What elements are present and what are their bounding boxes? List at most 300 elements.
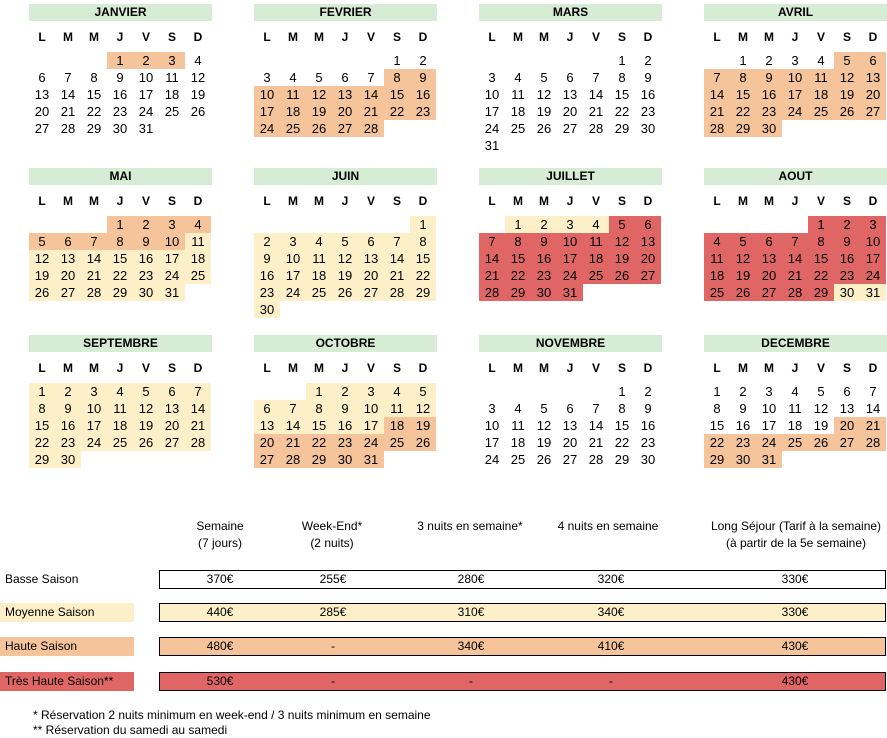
- week-row: [29, 250, 212, 267]
- day-cell: 8: [808, 233, 834, 250]
- day-cell: 26: [306, 120, 332, 137]
- day-cell: 7: [782, 233, 808, 250]
- day-cell: 9: [332, 400, 358, 417]
- day-cell: 11: [511, 418, 525, 433]
- week-row: [29, 233, 212, 250]
- month-fevrier: [254, 4, 437, 137]
- day-cell: 12: [536, 87, 552, 102]
- weekday-label: M: [539, 361, 549, 375]
- day-cell: 6: [55, 233, 81, 250]
- day-cell: 8: [713, 401, 721, 416]
- price-value: 255€: [319, 572, 347, 586]
- day-cell: 2: [765, 53, 773, 68]
- day-cell: 29: [505, 284, 531, 301]
- empty-cell: [254, 383, 280, 400]
- day-cell: 21: [60, 104, 76, 119]
- week-row: [29, 417, 212, 434]
- day-cell: 18: [280, 103, 306, 120]
- day-cell: 11: [583, 233, 609, 250]
- day-cell: 13: [34, 87, 50, 102]
- day-cell: 8: [29, 400, 55, 417]
- day-cell: 31: [860, 284, 886, 301]
- day-cell: 19: [190, 87, 206, 102]
- day-cell: 11: [704, 250, 730, 267]
- day-cell: 30: [640, 121, 656, 136]
- empty-cell: [306, 216, 332, 233]
- day-cell: 16: [112, 87, 128, 102]
- day-cell: 10: [484, 418, 500, 433]
- day-cell: 14: [588, 418, 604, 433]
- day-cell: 20: [358, 267, 384, 284]
- weekday-label: D: [868, 30, 878, 44]
- weekday-label: D: [418, 30, 428, 44]
- day-cell: 12: [834, 69, 860, 86]
- week-row: [479, 216, 662, 233]
- day-cell: 24: [159, 267, 185, 284]
- week-row: [479, 233, 662, 250]
- day-cell: 26: [536, 452, 552, 467]
- weekday-label: V: [366, 30, 375, 44]
- day-cell: 5: [540, 70, 548, 85]
- weekday-label: V: [816, 361, 825, 375]
- day-cell: 11: [165, 70, 179, 85]
- weekday-label: J: [341, 30, 349, 44]
- week-row: [254, 86, 437, 103]
- day-cell: 5: [29, 233, 55, 250]
- empty-cell: [254, 216, 280, 233]
- price-value: -: [331, 674, 335, 688]
- day-cell: 18: [384, 417, 410, 434]
- day-cell: 1: [713, 384, 721, 399]
- day-cell: 4: [289, 70, 297, 85]
- day-cell: 8: [618, 401, 626, 416]
- day-cell: 14: [588, 87, 604, 102]
- week-row: [704, 120, 887, 137]
- day-cell: 1: [618, 384, 626, 399]
- day-cell: 31: [138, 121, 154, 136]
- day-cell: 24: [484, 452, 500, 467]
- weekday-label: S: [842, 194, 851, 208]
- day-cell: 3: [81, 383, 107, 400]
- week-row: [29, 120, 212, 137]
- day-cell: 28: [358, 120, 384, 137]
- empty-cell: [384, 216, 410, 233]
- day-cell: 31: [159, 284, 185, 301]
- day-cell: 26: [808, 434, 834, 451]
- week-row: [479, 86, 662, 103]
- day-cell: 13: [159, 400, 185, 417]
- day-cell: 28: [479, 284, 505, 301]
- price-value: 330€: [781, 605, 809, 619]
- day-cell: 2: [332, 383, 358, 400]
- day-cell: 13: [635, 233, 661, 250]
- weekday-label: D: [868, 361, 878, 375]
- day-cell: 9: [133, 233, 159, 250]
- day-cell: 26: [834, 103, 860, 120]
- weekday-label: V: [366, 361, 375, 375]
- week-row: [704, 451, 887, 468]
- day-cell: 18: [510, 435, 526, 450]
- day-cell: 5: [834, 52, 860, 69]
- week-row: [254, 383, 437, 400]
- weekday-label: D: [418, 194, 428, 208]
- week-row: [29, 451, 212, 468]
- day-cell: 15: [29, 417, 55, 434]
- day-cell: 6: [159, 383, 185, 400]
- day-cell: 7: [704, 69, 730, 86]
- day-cell: 10: [159, 233, 185, 250]
- week-row: [29, 86, 212, 103]
- price-row: [159, 637, 886, 656]
- weekday-header: [704, 193, 887, 210]
- day-cell: 20: [332, 103, 358, 120]
- day-cell: 17: [761, 418, 777, 433]
- day-cell: 27: [834, 434, 860, 451]
- day-cell: 4: [583, 216, 609, 233]
- weekday-label: M: [513, 361, 523, 375]
- day-cell: 5: [730, 233, 756, 250]
- empty-cell: [55, 52, 81, 69]
- weekday-label: V: [816, 30, 825, 44]
- week-row: [704, 86, 887, 103]
- empty-cell: [479, 216, 505, 233]
- day-cell: 24: [860, 267, 886, 284]
- day-cell: 16: [531, 250, 557, 267]
- day-cell: 11: [306, 250, 332, 267]
- weekday-label: S: [392, 30, 401, 44]
- day-cell: 15: [614, 418, 630, 433]
- day-cell: 13: [562, 87, 578, 102]
- week-row: [479, 434, 662, 451]
- week-row: [704, 434, 887, 451]
- day-cell: 22: [505, 267, 531, 284]
- day-cell: 17: [557, 250, 583, 267]
- weekday-label: M: [513, 194, 523, 208]
- month-title: FEVRIER: [254, 4, 437, 21]
- week-row: [29, 52, 212, 69]
- day-cell: 28: [588, 452, 604, 467]
- week-row: [254, 233, 437, 250]
- weekday-label: M: [314, 361, 324, 375]
- weekday-label: J: [341, 194, 349, 208]
- week-row: [29, 434, 212, 451]
- day-cell: 17: [484, 435, 500, 450]
- day-cell: 7: [64, 70, 72, 85]
- day-cell: 5: [410, 383, 436, 400]
- weekday-label: J: [566, 361, 574, 375]
- day-cell: 5: [540, 401, 548, 416]
- week-row: [254, 103, 437, 120]
- weekday-label: V: [141, 361, 150, 375]
- empty-cell: [531, 383, 557, 400]
- day-cell: 1: [107, 216, 133, 233]
- month-title: MARS: [479, 4, 662, 21]
- day-cell: 28: [860, 434, 886, 451]
- day-cell: 10: [138, 70, 154, 85]
- week-row: [254, 69, 437, 86]
- weekday-label: S: [617, 361, 626, 375]
- weekday-label: L: [38, 361, 46, 375]
- day-cell: 17: [81, 417, 107, 434]
- month-decembre: [704, 335, 887, 468]
- weekday-label: S: [167, 194, 176, 208]
- day-cell: 17: [358, 417, 384, 434]
- day-cell: 24: [358, 434, 384, 451]
- day-cell: 16: [834, 250, 860, 267]
- day-cell: 20: [860, 86, 886, 103]
- week-row: [479, 417, 662, 434]
- week-row: [479, 69, 662, 86]
- day-cell: 22: [808, 267, 834, 284]
- day-cell: 2: [644, 53, 652, 68]
- weekday-label: M: [314, 30, 324, 44]
- week-row: [704, 216, 887, 233]
- day-cell: 29: [808, 284, 834, 301]
- day-cell: 21: [358, 103, 384, 120]
- month-septembre: [29, 335, 212, 468]
- day-cell: 9: [739, 401, 747, 416]
- day-cell: 14: [358, 86, 384, 103]
- day-cell: 29: [86, 121, 102, 136]
- day-cell: 27: [34, 121, 50, 136]
- price-row: [159, 603, 886, 622]
- day-cell: 18: [704, 267, 730, 284]
- day-cell: 20: [254, 434, 280, 451]
- weekday-label: J: [116, 361, 124, 375]
- empty-cell: [479, 52, 505, 69]
- day-cell: 1: [107, 52, 133, 69]
- day-cell: 22: [704, 434, 730, 451]
- day-cell: 21: [280, 434, 306, 451]
- day-cell: 22: [730, 103, 756, 120]
- weekday-label: S: [392, 361, 401, 375]
- day-cell: 6: [341, 70, 349, 85]
- day-cell: 9: [254, 250, 280, 267]
- day-cell: 24: [782, 103, 808, 120]
- price-value: 310€: [457, 605, 485, 619]
- day-cell: 3: [765, 384, 773, 399]
- day-cell: 9: [531, 233, 557, 250]
- day-cell: 9: [116, 70, 124, 85]
- day-cell: 8: [730, 69, 756, 86]
- month-mai: [29, 168, 212, 301]
- day-cell: 7: [592, 401, 600, 416]
- day-cell: 11: [185, 233, 211, 250]
- day-cell: 22: [384, 103, 410, 120]
- day-cell: 29: [29, 451, 55, 468]
- day-cell: 15: [306, 417, 332, 434]
- day-cell: 4: [185, 216, 211, 233]
- day-cell: 12: [410, 400, 436, 417]
- day-cell: 29: [107, 284, 133, 301]
- day-cell: 13: [55, 250, 81, 267]
- day-cell: 22: [614, 104, 630, 119]
- day-cell: 4: [704, 233, 730, 250]
- price-value: -: [469, 674, 473, 688]
- day-cell: 15: [107, 250, 133, 267]
- day-cell: 12: [306, 86, 332, 103]
- day-cell: 18: [164, 87, 180, 102]
- day-cell: 11: [788, 401, 802, 416]
- day-cell: 27: [358, 284, 384, 301]
- day-cell: 25: [384, 434, 410, 451]
- weekday-header: [479, 360, 662, 377]
- price-row: [159, 672, 886, 691]
- day-cell: 26: [133, 434, 159, 451]
- week-row: [254, 216, 437, 233]
- weekday-label: M: [513, 30, 523, 44]
- day-cell: 7: [185, 383, 211, 400]
- weekday-label: V: [141, 194, 150, 208]
- day-cell: 26: [609, 267, 635, 284]
- weekday-label: L: [488, 194, 496, 208]
- week-row: [254, 120, 437, 137]
- day-cell: 1: [410, 216, 436, 233]
- day-cell: 5: [133, 383, 159, 400]
- day-cell: 2: [644, 384, 652, 399]
- weekday-label: L: [38, 30, 46, 44]
- day-cell: 16: [133, 250, 159, 267]
- day-cell: 4: [791, 384, 799, 399]
- season-label: Très Haute Saison**: [0, 672, 134, 691]
- day-cell: 25: [510, 121, 526, 136]
- weekday-label: M: [539, 194, 549, 208]
- day-cell: 30: [133, 284, 159, 301]
- day-cell: 4: [514, 70, 522, 85]
- empty-cell: [557, 383, 583, 400]
- day-cell: 19: [29, 267, 55, 284]
- day-cell: 2: [739, 384, 747, 399]
- weekday-label: L: [263, 361, 271, 375]
- month-title: JANVIER: [29, 4, 212, 21]
- weekday-label: M: [63, 361, 73, 375]
- weekday-header: [29, 360, 212, 377]
- month-aout: [704, 168, 887, 301]
- empty-cell: [756, 216, 782, 233]
- day-cell: 27: [254, 451, 280, 468]
- week-row: [254, 434, 437, 451]
- day-cell: 14: [865, 401, 881, 416]
- day-cell: 7: [592, 70, 600, 85]
- day-cell: 23: [55, 434, 81, 451]
- day-cell: 17: [280, 267, 306, 284]
- week-row: [29, 400, 212, 417]
- day-cell: 1: [306, 383, 332, 400]
- empty-cell: [583, 383, 609, 400]
- empty-cell: [306, 52, 332, 69]
- weekday-label: M: [764, 194, 774, 208]
- week-row: [479, 400, 662, 417]
- weekday-label: M: [288, 194, 298, 208]
- weekday-header: [479, 193, 662, 210]
- day-cell: 25: [107, 434, 133, 451]
- day-cell: 30: [254, 301, 280, 318]
- empty-cell: [280, 216, 306, 233]
- day-cell: 14: [81, 250, 107, 267]
- weekday-label: S: [842, 30, 851, 44]
- weekday-header: [479, 29, 662, 46]
- week-row: [479, 52, 662, 69]
- day-cell: 20: [756, 267, 782, 284]
- day-cell: 15: [730, 86, 756, 103]
- week-row: [254, 284, 437, 301]
- day-cell: 28: [384, 284, 410, 301]
- day-cell: 29: [614, 121, 630, 136]
- day-cell: 1: [618, 53, 626, 68]
- day-cell: 12: [133, 400, 159, 417]
- day-cell: 24: [280, 284, 306, 301]
- header-long-sejour: Long Séjour (Tarif à la semaine) (à partir de la 5e semaine): [710, 519, 882, 550]
- weekday-label: J: [566, 194, 574, 208]
- weekday-header: [704, 29, 887, 46]
- day-cell: 31: [557, 284, 583, 301]
- month-title: JUILLET: [479, 168, 662, 185]
- day-cell: 25: [185, 267, 211, 284]
- day-cell: 1: [505, 216, 531, 233]
- day-cell: 23: [834, 267, 860, 284]
- empty-cell: [531, 52, 557, 69]
- day-cell: 23: [730, 434, 756, 451]
- weekday-label: M: [89, 30, 99, 44]
- day-cell: 10: [557, 233, 583, 250]
- day-cell: 23: [640, 435, 656, 450]
- day-cell: 23: [640, 104, 656, 119]
- header-week-end: Week-End* (2 nuits): [301, 519, 363, 550]
- day-cell: 26: [730, 284, 756, 301]
- day-cell: 9: [834, 233, 860, 250]
- day-cell: 29: [614, 452, 630, 467]
- weekday-label: L: [713, 30, 721, 44]
- day-cell: 21: [704, 103, 730, 120]
- price-row: [159, 570, 886, 589]
- weekday-label: V: [366, 194, 375, 208]
- day-cell: 3: [159, 216, 185, 233]
- price-value: 430€: [781, 674, 809, 688]
- day-cell: 8: [306, 400, 332, 417]
- weekday-label: M: [539, 30, 549, 44]
- weekday-label: D: [643, 194, 653, 208]
- weekday-label: S: [167, 30, 176, 44]
- day-cell: 28: [588, 121, 604, 136]
- day-cell: 10: [761, 401, 777, 416]
- day-cell: 27: [756, 284, 782, 301]
- price-value: 370€: [206, 572, 234, 586]
- week-row: [704, 417, 887, 434]
- header-4-nuits: 4 nuits en semaine: [557, 519, 659, 533]
- day-cell: 11: [511, 87, 525, 102]
- weekday-label: M: [288, 30, 298, 44]
- week-row: [254, 301, 437, 318]
- day-cell: 10: [280, 250, 306, 267]
- day-cell: 8: [90, 70, 98, 85]
- day-cell: 18: [510, 104, 526, 119]
- day-cell: 27: [332, 120, 358, 137]
- day-cell: 9: [756, 69, 782, 86]
- day-cell: 20: [562, 435, 578, 450]
- day-cell: 14: [704, 86, 730, 103]
- day-cell: 22: [410, 267, 436, 284]
- day-cell: 23: [254, 284, 280, 301]
- month-title: NOVEMBRE: [479, 335, 662, 352]
- day-cell: 9: [410, 69, 436, 86]
- weekday-label: V: [816, 194, 825, 208]
- day-cell: 6: [566, 401, 574, 416]
- day-cell: 2: [55, 383, 81, 400]
- day-cell: 2: [834, 216, 860, 233]
- price-value: 280€: [457, 572, 485, 586]
- day-cell: 13: [254, 417, 280, 434]
- day-cell: 2: [531, 216, 557, 233]
